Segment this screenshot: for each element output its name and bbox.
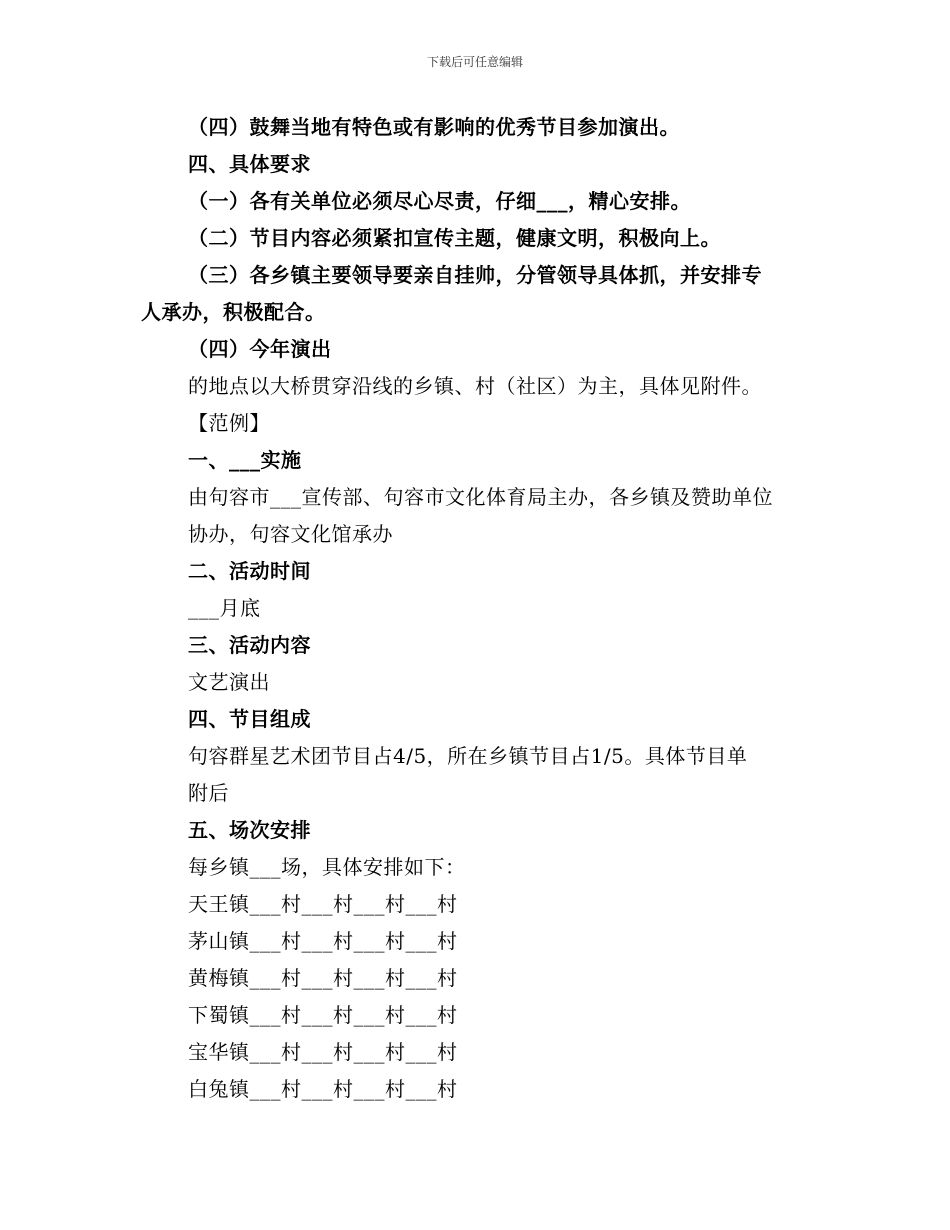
paragraph-line: （四）今年演出 (188, 337, 332, 361)
paragraph-line: （四）鼓舞当地有特色或有影响的优秀节目参加演出。 (188, 115, 680, 139)
schedule-row: 天王镇___村___村___村___村 (188, 892, 458, 916)
paragraph-line: 人承办，积极配合。 (141, 300, 326, 324)
paragraph-line: 文艺演出 (188, 670, 270, 694)
section-heading: 五、场次安排 (188, 818, 311, 842)
section-heading: 四、具体要求 (188, 152, 311, 176)
paragraph-line: ___月底 (188, 596, 261, 620)
page-header: 下载后可任意编辑 (426, 55, 523, 69)
paragraph-line: 由句容市___宣传部、句容市文化体育局主办，各乡镇及赞助单位 (188, 485, 773, 509)
paragraph-line: （一）各有关单位必须尽心尽责，仔细___，精心安排。 (188, 189, 691, 213)
schedule-row: 宝华镇___村___村___村___村 (188, 1040, 458, 1064)
paragraph-line: 的地点以大桥贯穿沿线的乡镇、村（社区）为主，具体见附件。 (188, 374, 762, 398)
paragraph-line: （三）各乡镇主要领导要亲自挂帅，分管领导具体抓，并安排专 (188, 263, 762, 287)
schedule-row: 下蜀镇___村___村___村___村 (188, 1003, 458, 1027)
section-heading: 四、节目组成 (188, 707, 311, 731)
schedule-row: 黄梅镇___村___村___村___村 (188, 966, 458, 990)
section-heading: 三、活动内容 (188, 633, 311, 657)
paragraph-line: 协办，句容文化馆承办 (188, 522, 393, 546)
schedule-row: 茅山镇___村___村___村___村 (188, 929, 458, 953)
paragraph-line: 附后 (188, 781, 229, 805)
example-label: 【范例】 (188, 411, 270, 435)
paragraph-line: 每乡镇___场，具体安排如下： (188, 855, 466, 879)
section-heading: 二、活动时间 (188, 559, 311, 583)
section-heading: 一、___实施 (188, 448, 302, 472)
schedule-row: 白兔镇___村___村___村___村 (188, 1077, 458, 1101)
paragraph-line: （二）节目内容必须紧扣宣传主题，健康文明，积极向上。 (188, 226, 721, 250)
paragraph-line: 句容群星艺术团节目占4/5，所在乡镇节目占1/5。具体节目单 (188, 744, 748, 768)
